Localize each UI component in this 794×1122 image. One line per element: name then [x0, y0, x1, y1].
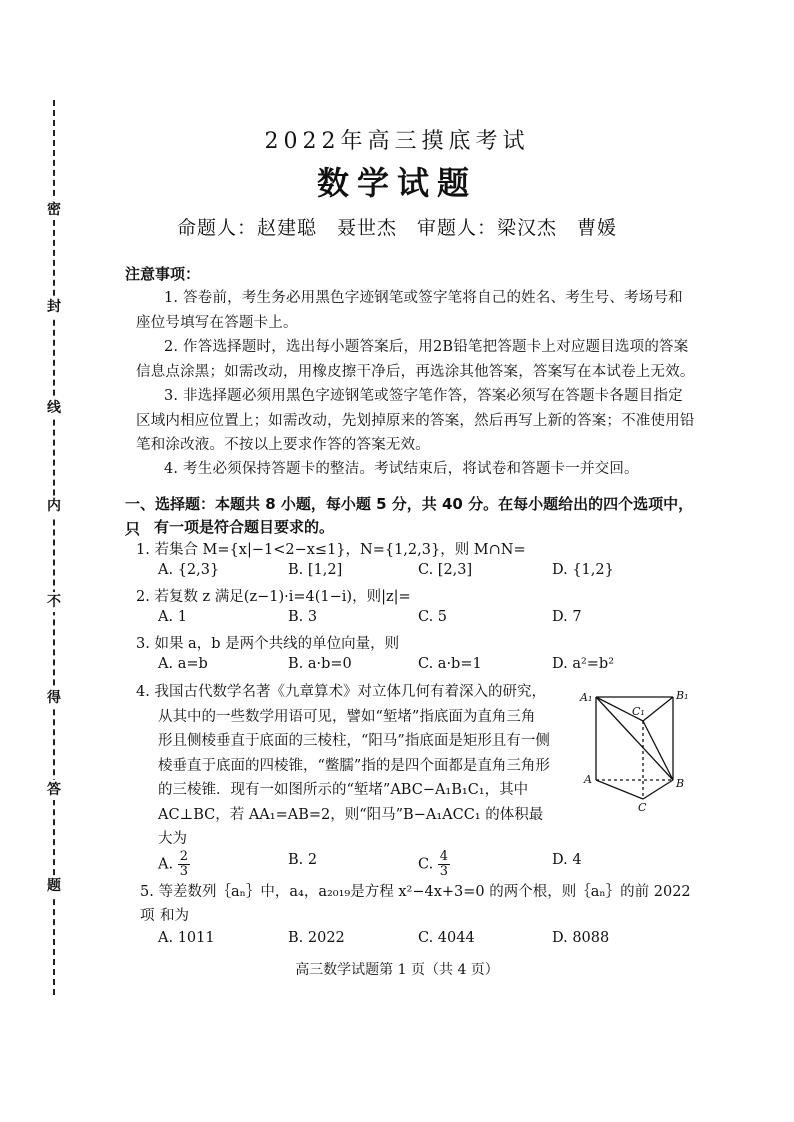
option: C. [2,3] — [418, 562, 473, 578]
question-stem: 3. 如果 a，b 是两个共线的单位向量，则 — [136, 636, 400, 652]
authors-line: 命题人：赵建聪 聂世杰 审题人：梁汉杰 曹媛 — [176, 217, 617, 239]
section-heading: 一、选择题：本题共 8 小题，每小题 5 分，共 40 分。在每小题给出的四个选项中，只 — [125, 495, 694, 538]
fraction — [438, 850, 450, 879]
seal-char: 内 — [44, 496, 64, 516]
option: D. a²=b² — [552, 656, 615, 672]
label-A: A — [584, 773, 592, 786]
notice-item: 4. 考生必须保持答题卡的整洁。考试结束后，将试卷和答题卡一并交回。 — [164, 461, 639, 477]
option: B. 3 — [288, 609, 318, 625]
stem-line: 大为 — [158, 831, 187, 847]
option-label: A. — [158, 856, 174, 873]
option: A. {2,3} — [158, 562, 220, 578]
stem-line: 形且侧棱垂直于底面的三棱柱，“阳马”指底面是矩形且有一侧 — [158, 733, 550, 749]
seal-char: 得 — [44, 688, 64, 708]
label-A1: A₁ — [580, 691, 593, 704]
denominator: 3 — [179, 864, 188, 879]
option — [418, 850, 450, 879]
stem-line: 从其中的一些数学用语可见，譬如“堑堵”指底面为直角三角 — [158, 708, 536, 725]
edge-C1B1 — [643, 697, 673, 721]
option: B. 2 — [288, 852, 318, 868]
edge-CB — [643, 780, 673, 799]
question-stem: 1. 若集合 M={x|−1<2−x≤1}，N={1,2,3}，则 M∩N= — [136, 542, 526, 558]
edge-AC — [596, 780, 643, 799]
denominator: 3 — [439, 864, 449, 879]
option-label: C. — [418, 856, 434, 873]
question-stem: 5. 等差数列｛aₙ｝中，a₄，a₂₀₁₉是方程 x²−4x+3=0 的两个根，则｛aₙ｝的前 2022 项 — [140, 884, 691, 924]
option: D. 7 — [552, 609, 582, 625]
option: C. a·b=1 — [418, 656, 482, 672]
diag-C1B — [643, 721, 673, 780]
seal-char: 不 — [44, 592, 64, 612]
label-B1: B₁ — [676, 689, 689, 702]
numerator: 4 — [439, 849, 449, 864]
option: D. {1,2} — [552, 562, 614, 578]
option: A. 1 — [158, 609, 187, 625]
notice-item: 2. 作答选择题时，选出每小题答案后，用2B铅笔把答题卡上对应题目选项的答案信息点涂黑；如需改动，用橡皮擦干净后，再选涂其他答案，答案写在本试卷上无效。 — [136, 339, 695, 380]
stem-line: AC⊥BC，若 AA₁=AB=2，则“阳马”B−A₁ACC₁ 的体积最 — [158, 806, 544, 823]
option: B. a·b=0 — [288, 656, 352, 672]
page-footer: 高三数学试题第 1 页（共 4 页） — [295, 962, 499, 978]
label-C1: C₁ — [632, 705, 645, 718]
option — [158, 850, 190, 879]
seal-char: 线 — [44, 398, 64, 418]
seal-char: 答 — [44, 780, 64, 800]
stem-line: 棱垂直于底面的四棱锥，“鳖臑”指的是四个面都是直角三角形 — [158, 757, 550, 774]
option: D. 4 — [552, 852, 582, 868]
question-stem: 2. 若复数 z 满足(z−1)·i=4(1−i)，则|z|= — [136, 589, 411, 605]
section-heading-cont: 有一项是符合题目要求的。 — [154, 518, 335, 536]
stem-line: 4. 我国古代数学名著《九章算术》对立体几何有着深入的研究， — [136, 684, 546, 700]
prism-figure — [578, 683, 696, 813]
exam-title: 2022年高三摸底考试 — [264, 129, 530, 154]
numerator: 2 — [179, 849, 188, 864]
seal-char: 封 — [44, 297, 64, 317]
option: B. [1,2] — [288, 562, 343, 578]
option: B. 2022 — [288, 930, 345, 946]
label-B: B — [676, 777, 685, 790]
fraction — [178, 850, 190, 879]
option: D. 8088 — [552, 930, 610, 946]
subject-title: 数学试题 — [316, 164, 477, 202]
label-C: C — [638, 801, 647, 813]
seal-char: 题 — [44, 876, 64, 896]
option: C. 4044 — [418, 930, 475, 946]
seal-char: 密 — [44, 200, 64, 220]
option: A. a=b — [158, 656, 208, 672]
question-stem-cont: 和为 — [160, 908, 189, 924]
question-4-stem — [136, 680, 566, 852]
notice-heading: 注意事项： — [125, 265, 201, 283]
stem-line: 的三棱锥．现有一如图所示的“堑堵”ABC−A₁B₁C₁，其中 — [158, 782, 529, 798]
option: A. 1011 — [158, 930, 215, 946]
notice-item: 3. 非选择题必须用黑色字迹钢笔或签字笔作答，答案必须写在答题卡各题目指定区域内相应位置上；如需改动，先划掉原来的答案，然后再写上新的答案；不准使用铅笔和涂改液。不按以上要求作答的答案无效。 — [136, 388, 695, 453]
notice-item: 1. 答卷前，考生务必用黑色字迹钢笔或签字笔将自己的姓名、考生号、考场号和座位号填写在答题卡上。 — [136, 290, 683, 331]
option: C. 5 — [418, 609, 448, 625]
